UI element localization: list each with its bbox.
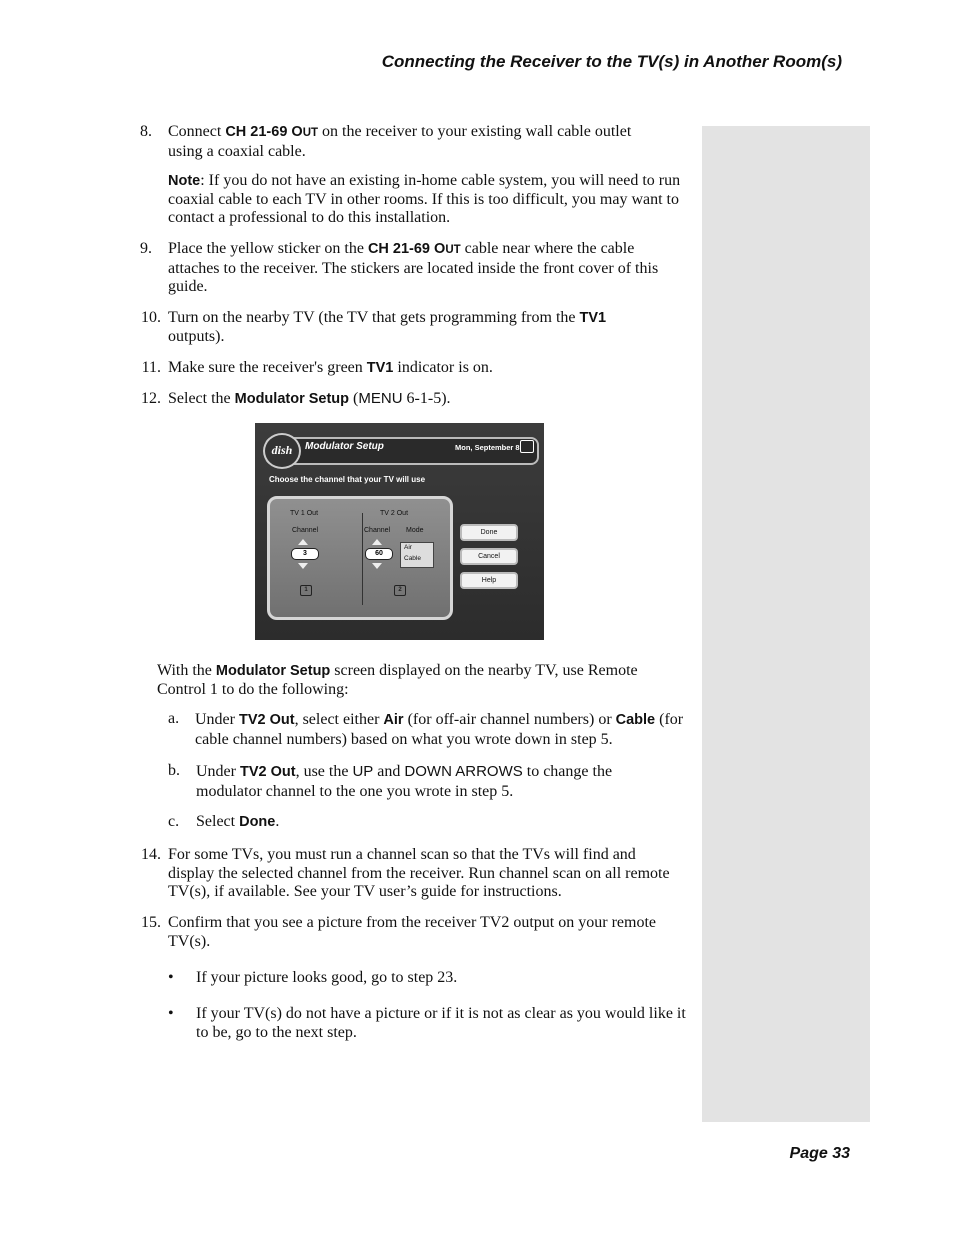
step-14-text: For some TVs, you must run a channel scan so that the TVs will find and display the selected channel from the receiver. Run channel scan on all remote TV(s), if available. See your TV user’s guide for instructions.: [168, 846, 670, 900]
screen-instruction: Choose the channel that your TV will use: [269, 475, 426, 484]
bullet-2-text: If your TV(s) do not have a picture or if it is not as clear as you would like it to be, go to the next step.: [196, 1005, 686, 1041]
step-15-text: Confirm that you see a picture from the receiver TV2 output on your remote TV(s).: [168, 914, 656, 950]
tv2-channel-up-arrow-icon[interactable]: [372, 539, 382, 545]
cancel-button[interactable]: Cancel: [460, 548, 518, 565]
tv1-out-label: TV 1 Out: [290, 510, 319, 517]
step-8-text: Connect CH 21-69 OUT on the receiver to your existing wall cable outlet using a coaxial cable.: [168, 123, 632, 160]
bullet-1-text: If your picture looks good, go to step 23.: [196, 969, 458, 986]
dish-logo: dish: [263, 433, 301, 469]
done-button[interactable]: Done: [460, 524, 518, 541]
tv2-mode-options: [400, 542, 434, 568]
page-header: Connecting the Receiver to the TV(s) in Another Room(s): [381, 52, 842, 71]
tv2-channel-label: Channel: [364, 527, 391, 534]
substep-letter: a.: [168, 710, 180, 727]
channel-panel: [267, 496, 453, 620]
step-number: 10.: [141, 309, 161, 326]
tv1-channel-down-arrow-icon[interactable]: [298, 563, 308, 569]
help-button[interactable]: Help: [460, 572, 518, 589]
sidebar-margin: [702, 126, 870, 1122]
tv2-mode-label: Mode: [406, 527, 424, 534]
tv2-channel-value[interactable]: 60: [365, 548, 393, 560]
tv1-channel-value[interactable]: 3: [291, 548, 319, 560]
bullet-mark: •: [168, 969, 174, 986]
screen-date: Mon, September 8: [455, 443, 520, 452]
substep-letter: c.: [168, 813, 180, 830]
mode-air-option[interactable]: Air: [404, 544, 412, 551]
substep-letter: b.: [168, 762, 180, 779]
modulator-setup-screenshot: [255, 423, 544, 640]
intro-text: With the Modulator Setup screen displayed on the nearby TV, use Remote Control 1 to do the following:: [157, 662, 638, 698]
tv2-icon: 2: [394, 585, 406, 596]
screen-title: Modulator Setup: [305, 441, 384, 452]
page-number: Page 33: [789, 1145, 850, 1162]
step-number: 11.: [141, 359, 161, 376]
substep-a-text: Under TV2 Out, select either Air (for off-air channel numbers) or Cable (for cable channel numbers) based on what you wrote down in step 5.: [195, 711, 684, 748]
tv1-channel-label: Channel: [292, 527, 319, 534]
tv2-channel-down-arrow-icon[interactable]: [372, 563, 382, 569]
substep-c-text: Select Done.: [196, 813, 280, 830]
mode-cable-option[interactable]: Cable: [404, 555, 421, 562]
step-9-text: Place the yellow sticker on the CH 21-69 OUT cable near where the cable attaches to the receiver. The stickers are located inside the front cover of this guide.: [168, 240, 659, 295]
tv-icon: [520, 440, 534, 453]
tv1-channel-up-arrow-icon[interactable]: [298, 539, 308, 545]
step-12-text: Select the Modulator Setup (MENU 6-1-5).: [168, 390, 451, 407]
step-number: 8.: [140, 123, 152, 140]
step-number: 15.: [141, 914, 161, 931]
step-number: 12.: [141, 390, 161, 407]
step-11-text: Make sure the receiver's green TV1 indicator is on.: [168, 359, 493, 376]
tv1-icon: 1: [300, 585, 312, 596]
panel-divider: [362, 513, 363, 605]
step-number: 14.: [141, 846, 161, 863]
note-text: Note: If you do not have an existing in-home cable system, you will need to run coaxial cable to each TV in other rooms. If this is too difficult, you may want to contact a professional to do this installation.: [168, 172, 681, 226]
step-10-text: Turn on the nearby TV (the TV that gets programming from the TV1 outputs).: [168, 309, 607, 345]
tv2-out-label: TV 2 Out: [380, 510, 409, 517]
bullet-mark: •: [168, 1005, 174, 1022]
step-number: 9.: [140, 240, 152, 257]
substep-b-text: Under TV2 Out, use the UP and DOWN ARROWS to change the modulator channel to the one you wrote in step 5.: [196, 763, 613, 800]
